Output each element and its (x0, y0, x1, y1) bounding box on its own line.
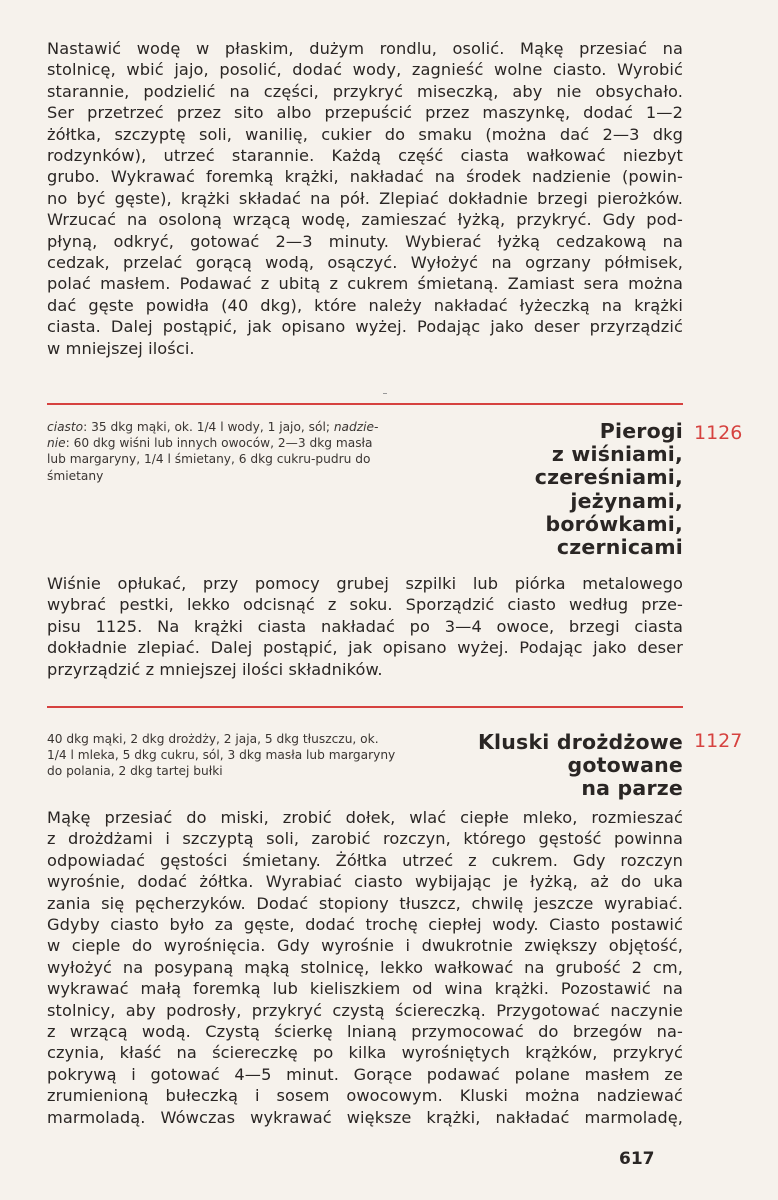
body-text-line: dokładnie zlepiać. Dalej postąpić, jak opisano wyżej. Podając jako deser (47, 638, 683, 658)
body-text-line: wykrawać małą foremką lub kieliszkiem od wina krążki. Pozostawić na (47, 979, 683, 999)
body-text-line: ciasta. Dalej postąpić, jak opisano wyżej. Podając jako deser przyrządzić (47, 317, 683, 337)
body-text-line: odpowiadać gęstości śmietany. Żółtka utrzeć z cukrem. Gdy rozczyn (47, 850, 683, 870)
title-line: gotowane (567, 753, 683, 778)
body-text-line: z drożdżami i szczyptą soli, zarobić rozczyn, którego gęstość powinna (47, 829, 683, 849)
recipe-1125-text (47, 38, 683, 359)
title-line: Kluski drożdżowe (477, 730, 683, 754)
body-text-line: cedzak, przelać gorącą wodą, osączyć. Wyłożyć na ogrzany półmisek, (47, 253, 683, 273)
title-line: czernicami (556, 535, 683, 560)
body-text-line: marmoladą. Wówczas wykrawać większe krążki, nakładać marmoladę, (47, 1107, 683, 1127)
page-number: 617 (619, 1149, 655, 1169)
separator-tick (383, 393, 387, 394)
body-text-line: pisu 1125. Na krążki ciasta nakładać po 3—4 owoce, brzegi ciasta (47, 616, 683, 636)
body-text-line: rodzynków), utrzeć starannie. Każdą część ciasta wałkować niezbyt (47, 146, 683, 166)
body-text-line: zania się pęcherzyków. Dodać stopiony tłuszcz, chwilę jeszcze wyrabiać. (47, 893, 683, 913)
recipe-1126-number: 1126 (694, 422, 743, 444)
body-text-line: wyrośnie, dodać żółtka. Wyrabiać ciasto wybijając je łyżką, aż do uka (47, 872, 683, 892)
ingredient-line-4: śmietany (47, 468, 104, 483)
body-text-line: żółtka, szczyptę soli, wanilię, cukier do smaku (można dać 2—3 dkg (47, 124, 683, 144)
body-text-line: wyłożyć na posypaną mąką stolnicę, lekko wałkować na grubość 2 cm, (47, 957, 683, 977)
recipe-1126-ingredients (47, 419, 457, 484)
ingredient-line: 1/4 l mleka, 5 dkg cukru, sól, 3 dkg masła lub margaryny (47, 748, 396, 763)
body-text-line: no być gęste), krążki składać na pół. Zlepiać dokładnie brzegi pierożków. (47, 188, 683, 208)
ingredient-label-ciasto: ciasto (47, 420, 84, 434)
body-text-line: czynia, kłaść na ściereczkę po kilka wyrośniętych krążków, przykryć (47, 1043, 683, 1063)
body-text-line: przyrządzić z mniejszej ilości składników. (47, 659, 383, 679)
body-text-line: polać masłem. Podawać z ubitą z cukrem śmietaną. Zamiast sera można (47, 274, 683, 294)
recipe-1127-number: 1127 (694, 730, 743, 752)
recipe-1127-title (478, 731, 683, 801)
title-line: borówkami, (545, 511, 683, 536)
body-text-line: Mąkę przesiać do miski, zrobić dołek, wlać ciepłe mleko, rozmieszać (47, 808, 683, 827)
ingredient-line-3: lub margaryny, 1/4 l śmietany, 6 dkg cukru-pudru do (47, 452, 371, 467)
recipe-1126-title (535, 420, 683, 559)
recipe-1127-text (47, 807, 683, 1128)
ingredient-label-nadzienie-cont: nie (47, 436, 66, 451)
body-text-line: w cieple do wyrośnięcia. Gdy wyrośnie i dwukrotnie zwiększy objętość, (47, 936, 683, 956)
body-text-line: Wiśnie opłukać, przy pomocy grubej szpilki lub piórka metalowego (47, 574, 683, 593)
body-text-line: Nastawić wodę w płaskim, dużym rondlu, osolić. Mąkę przesiać na (47, 39, 683, 58)
ingredient-nadzienie-text: : 60 dkg wiśni lub innych owoców, 2—3 dkg masła (65, 436, 373, 451)
body-text-line: Ser przetrzeć przez sito albo przepuścić przez maszynkę, dodać 1—2 (47, 103, 683, 123)
ingredient-line: 40 dkg mąki, 2 dkg drożdży, 2 jaja, 5 dkg tłuszczu, ok. (47, 732, 379, 746)
body-text-line: grubo. Wykrawać foremką krążki, nakładać na środek nadzienie (powin- (47, 167, 683, 187)
section-divider-1126 (47, 403, 683, 405)
title-line: Pierogi (599, 419, 683, 443)
section-divider-1127 (47, 706, 683, 708)
body-text-line: stolnicy, aby podrosły, przykryć czystą ściereczką. Przygotować naczynie (47, 1000, 683, 1020)
body-text-line: dać gęste powidła (40 dkg), które należy nakładać łyżeczką na krążki (47, 295, 683, 315)
recipe-1127-ingredients (47, 731, 457, 780)
title-line: z wiśniami, (551, 442, 683, 467)
ingredient-ciasto-text: : 35 dkg mąki, ok. 1/4 l wody, 1 jajo, sól; (83, 420, 334, 434)
body-text-line: w mniejszej ilości. (47, 338, 195, 358)
title-line: jeżynami, (570, 488, 683, 513)
body-text-line: Gdyby ciasto było za gęste, dodać trochę ciepłej wody. Ciasto postawić (47, 915, 683, 935)
recipe-1126-text (47, 573, 683, 680)
body-text-line: zrumienioną bułeczką i sosem owocowym. Kluski można nadziewać (47, 1086, 683, 1106)
body-text-line: pokrywą i gotować 4—5 minut. Gorące podawać polane masłem ze (47, 1064, 683, 1084)
ingredient-line: do polania, 2 dkg tartej bułki (47, 764, 223, 779)
body-text-line: starannie, podzielić na części, przykryć miseczką, aby nie obsychało. (47, 81, 683, 101)
body-text-line: Wrzucać na osoloną wrzącą wodę, zamieszać łyżką, przykryć. Gdy pod- (47, 210, 683, 230)
title-line: czereśniami, (534, 465, 683, 490)
ingredient-label-nadzienie: nadzie- (333, 420, 379, 434)
body-text-line: płyną, odkryć, gotować 2—3 minuty. Wybierać łyżką cedzakową na (47, 231, 683, 251)
body-text-line: stolnicę, wbić jajo, posolić, dodać wody, zagnieść wolne ciasto. Wyrobić (47, 60, 683, 80)
body-text-line: wybrać pestki, lekko odcisnąć z soku. Sporządzić ciasto według prze- (47, 595, 683, 615)
body-text-line: z wrzącą wodą. Czystą ścierkę lnianą przymocować do brzegów na- (47, 1022, 683, 1042)
title-line: na parze (581, 776, 683, 801)
